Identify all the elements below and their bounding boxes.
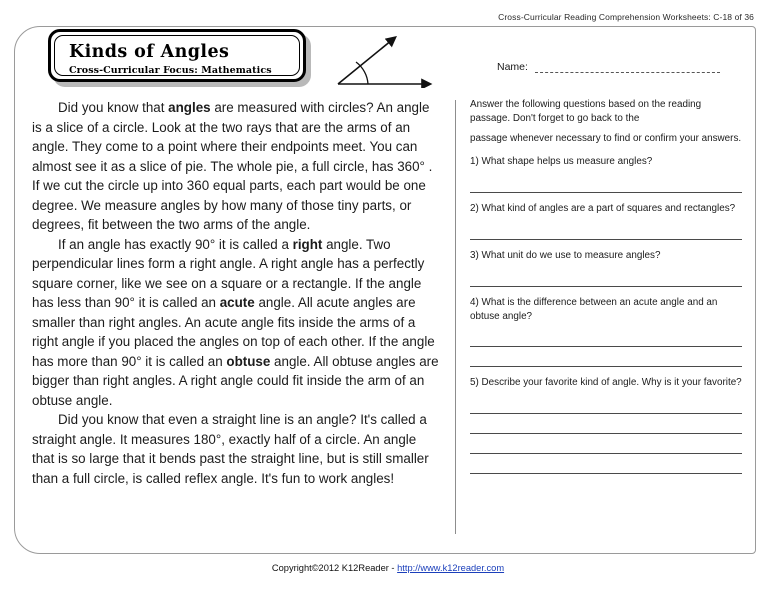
p2-bold-obtuse: obtuse [226,353,271,369]
p1-text-b: are measured with circles? An angle is a slice of a circle. Look at the two rays that are the arms of an angle. They come to a point where their endpoints meet. You can almost see it as a slice of pie. The whole pie, a full circle, has 360° . If we cut the circle up into 360 equal parts, each part would be one degree. We measure angles by how many of those tiny parts, or degrees, fit between the two arms of the angle. [32,100,433,232]
p2-text-b: angle. Two perpendicular lines form a right angle. A right angle has a perfectly square corner, like we see on a square or a rectangle. If the angle has less than 90° it is called an [32,236,425,310]
question-text: 3) What unit do we use to measure angles? [470,249,661,261]
instructions-line-1: Answer the following questions based on the reading passage. Don't forget to go back to the [470,99,702,125]
answer-line[interactable] [470,220,742,240]
question-block [470,155,742,193]
questions-column [470,98,742,474]
footer [0,563,776,573]
name-input-blank[interactable] [535,62,720,73]
questions-instructions [470,98,742,146]
question-block [470,249,742,287]
title-box [48,29,306,82]
question-text: 2) What kind of angles are a part of squares and rectangles? [470,203,736,215]
answer-line[interactable] [470,347,742,367]
content-columns [14,98,756,550]
page-subtitle: Cross-Curricular Focus: Mathematics [69,65,272,77]
answer-line[interactable] [470,394,742,414]
question-block [470,296,742,368]
question-text: 5) Describe your favorite kind of angle. Why is it your favorite? [470,377,742,389]
copyright-text: Copyright©2012 K12Reader - [271,563,398,573]
title-box-inner-border [54,35,300,76]
question-block [470,376,742,474]
question-text: 4) What is the difference between an acute angle and an obtuse angle? [470,296,718,322]
question-text: 1) What shape helps us measure angles? [470,156,653,168]
name-field[interactable] [497,61,720,73]
reading-passage [32,98,442,488]
p2-bold-right: right [292,236,323,252]
p1-bold-angles: angles [168,100,211,115]
answer-line[interactable] [470,327,742,347]
answer-line[interactable] [470,173,742,193]
p2-text-d: angle. All obtuse angles are bigger than right angles. A right angle could fit inside the arm of an obtuse angle. [32,353,439,408]
answer-line[interactable] [470,267,742,287]
worksheet-series-label: Cross-Curricular Reading Comprehension Worksheets: C-18 of 36 [498,12,754,22]
k12reader-link[interactable]: http://www.k12reader.com [397,563,505,573]
column-divider [455,100,456,534]
question-block [470,202,742,240]
answer-line[interactable] [470,434,742,454]
acute-angle-diagram-icon [330,34,442,88]
p2-bold-acute: acute [219,295,255,310]
passage-paragraph-2 [32,235,442,411]
page-title: Kinds of Angles [69,42,230,62]
questions-list [470,155,742,474]
name-label: Name: [497,61,528,73]
answer-line[interactable] [470,454,742,474]
p2-text-c: angle. All acute angles are smaller than right angles. An acute angle fits inside the arms of a right angle if you placed the angles on top of each other. If the angle has more than 90° it is called an [32,295,435,369]
passage-paragraph-3: Did you know that even a straight line is an angle? It's called a straight angle. It measures 180°, exactly half of a circle. An angle that is so large that it bends past the straight line, but is still smaller than a full circle, is called reflex angle. It's fun to work angles! [32,412,429,486]
instructions-line-2: passage whenever necessary to find or confirm your answers. [470,133,742,145]
answer-line[interactable] [470,414,742,434]
passage-paragraph-1 [32,98,442,235]
p1-text-a: Did you know that [58,100,169,115]
p2-text-a: If an angle has exactly 90° it is called a [58,236,293,252]
reading-passage-column [32,98,442,488]
title-box-outer-border [48,29,306,82]
